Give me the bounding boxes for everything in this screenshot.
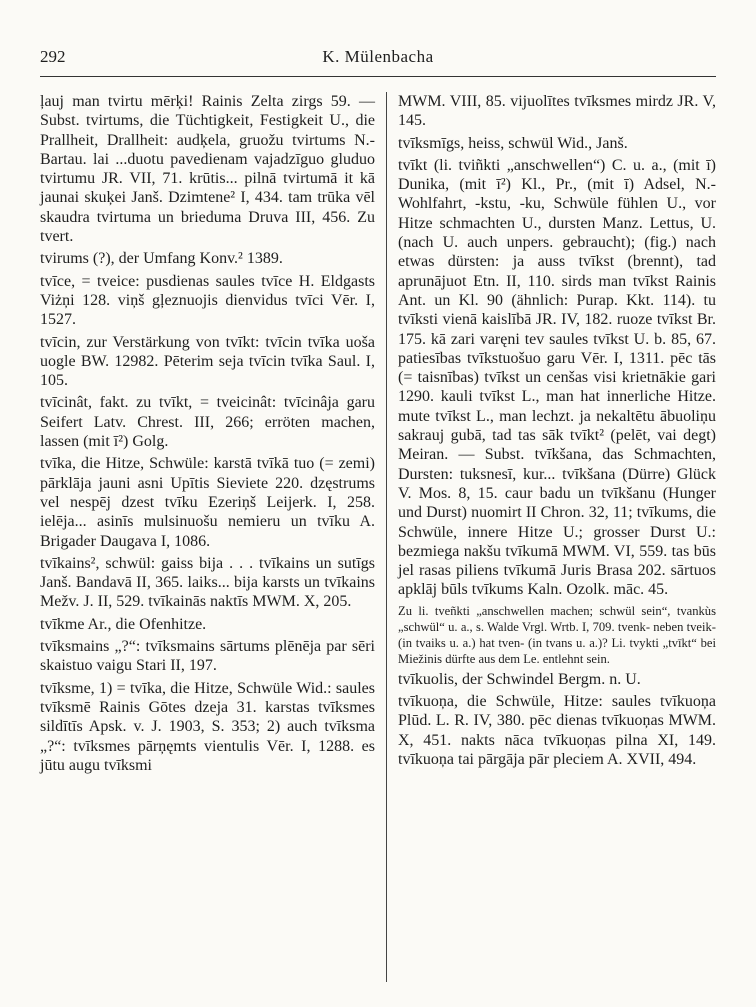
dictionary-entry: tvīcinât, fakt. zu tvīkt, = tveicinât: tvīcinâja garu Seifert Latv. Chrest. III, 266; erröten machen, lassen (mit ī²) Golg.	[40, 394, 375, 451]
page-header	[40, 44, 716, 70]
dictionary-entry: tvīksmains „?“: tvīksmains sārtums plēnēja par sēri skaistuo vaigu Stari II, 197.	[40, 638, 375, 675]
dictionary-entry: tvīkt (li. tviñkti „anschwellen“) C. u. a., (mit ī) Dunika, (mit ī²) Kl., Pr., (mit ī) Adsel, N.-Wohlfahrt, -kstu, -ku, Schwüle fühlen U., vor Hitze schmachten U., dursten Manz. Lettus, U. (nach U. auch unpers. gebraucht); (fig.) nach etwas dürsten: ja auss tvīkst (brennt), tad aprunājuot Etn. II, 110. sirds man tvīkst Rainis Ant. un Kl. 90 (ähnlich: Purap. Kkt. 114). tu tvīksti vienā kaislībā JR. IV, 182. ruoze tvīkst Br. 175. kā zari varęni tev saules tvīkst U. b. 85, 67. patiesības tvīkstuošuo garu Vēr. I, 1311. pēc tās (= taisnības) tvīkst un cenšas visi krietnākie gari 1290. kauli tvīkst L., man hat innerliche Hitze. mute tvīkst L., man lechzt. ja nekaltētu ābuoliņu sakrauj gubā, tad tas sāk tvīkt² (pelēt, vai degt) Meiran. — Subst. tvīkšana, das Schmachten, Dursten: tuksnesī, kur... tvīkšana (Dürre) Glück V. Mos. 8, 15. caur badu un tvīkšanu (Hunger und Durst) nuomirt II Chron. 32, 11; tvīkums, die Schwüle, innere Hitze U.; grosser Durst U.: bezmiega nakšu tvīkumā MWM. VI, 559. tas būs jel rasas piliens tvīkumā Juris Brasa 202. sārtuos apklāj būls tvīkums Kaln. Ozolk. māc. 45.	[398, 156, 716, 599]
dictionary-entry: tvīkuolis, der Schwindel Bergm. n. U.	[398, 670, 641, 688]
page-number: 292	[40, 47, 66, 66]
dictionary-entry: tvīce, = tveice: pusdienas saules tvīce H. Eldgasts Viżņi 128. viņš gļeznuojis dienvidus tvīci Vēr. I, 1527.	[40, 272, 375, 329]
dictionary-entry: tvīksmīgs, heiss, schwül Wid., Janš.	[398, 134, 628, 152]
column-divider	[386, 92, 387, 982]
dictionary-entry: tvīka, die Hitze, Schwüle: karstā tvīkā tuo (= zemi) pārklāja jauni asni Upītis Sieviete 220. dzęstrums vel nespēj dzest tvīku Ezeriņš Leijerk. I, 258. ielēja... asinīs mulsinuošu nemieru un tvīku A. Brigader Daugava I, 1086.	[40, 455, 375, 550]
dictionary-entry: tvīcin, zur Verstärkung von tvīkt: tvīcin tvīka uoša uogle BW. 12982. Pēterim seja tvīcin tvīka Saul. I, 105.	[40, 333, 375, 390]
etymology-note: Zu li. tveñkti „anschwellen machen; schwül sein“, tvankùs „schwül“ u. a., s. Walde Vrgl. Wrtb. I, 709. tvenk- neben tveik- (in tvaiks u. a.) hat tven- (in tvans u. a.)? Li. tvykti „tvīkt“ bei Miežinis dürfte aus dem Le. entlehnt sein.	[398, 603, 716, 666]
dictionary-entry: ļauj man tvirtu mērķi! Rainis Zelta zirgs 59. — Subst. tvirtums, die Tüchtigkeit, Festigkeit U., die Prallheit, Drallheit: audķela, gruožu tvirtums N.-Bartau. lai ...duotu pavedienam vajadzīguo gluduo tvirtumu JR. VII, 71. krūtis... pilnā tvirtumā it kā jaunai skuķei Janš. Dzimtene² I, 434. tam trūka vēl skaudra tvirtuma un brieduma Druva III, 456. Zu tvert.	[40, 93, 375, 246]
right-column	[398, 92, 716, 772]
dictionary-entry: tvīkuoņa, die Schwüle, Hitze: saules tvīkuoņa Plūd. L. R. IV, 380. pēc dienas tvīkuoņas MWM. X, 451. nakts nāca tvīkuoņas pilna XI, 149. tvīkuoņa tai pārgāja pār pleciem A. XVII, 494.	[398, 693, 716, 768]
dictionary-entry: MWM. VIII, 85. vijuolītes tvīksmes mirdz JR. V, 145.	[398, 93, 716, 130]
dictionary-entry: tvīksme, 1) = tvīka, die Hitze, Schwüle Wid.: saules tvīksmē Rainis Gōtes dzeja 31. karstas tvīksmes sildītīs Apsk. v. J. 1903, S. 353; 2) auch tvīksma „?“: tvīksmes pārņęmts vientulis Vēr. I, 1288. es jūtu augu tvīksmi	[40, 679, 375, 774]
left-column	[40, 92, 375, 778]
running-head: K. Mülenbacha	[322, 47, 434, 66]
dictionary-entry: tvīkains², schwül: gaiss bija . . . tvīkains un sutīgs Janš. Bandavā II, 365. laiks... bija karsts un tvīkains Mežv. J. II, 529. tvīkainās naktīs MWM. X, 205.	[40, 554, 375, 611]
header-rule	[40, 76, 716, 77]
dictionary-entry: tvīkme Ar., die Ofenhitze.	[40, 615, 207, 633]
dictionary-entry: tvirums (?), der Umfang Konv.² 1389.	[40, 250, 283, 268]
